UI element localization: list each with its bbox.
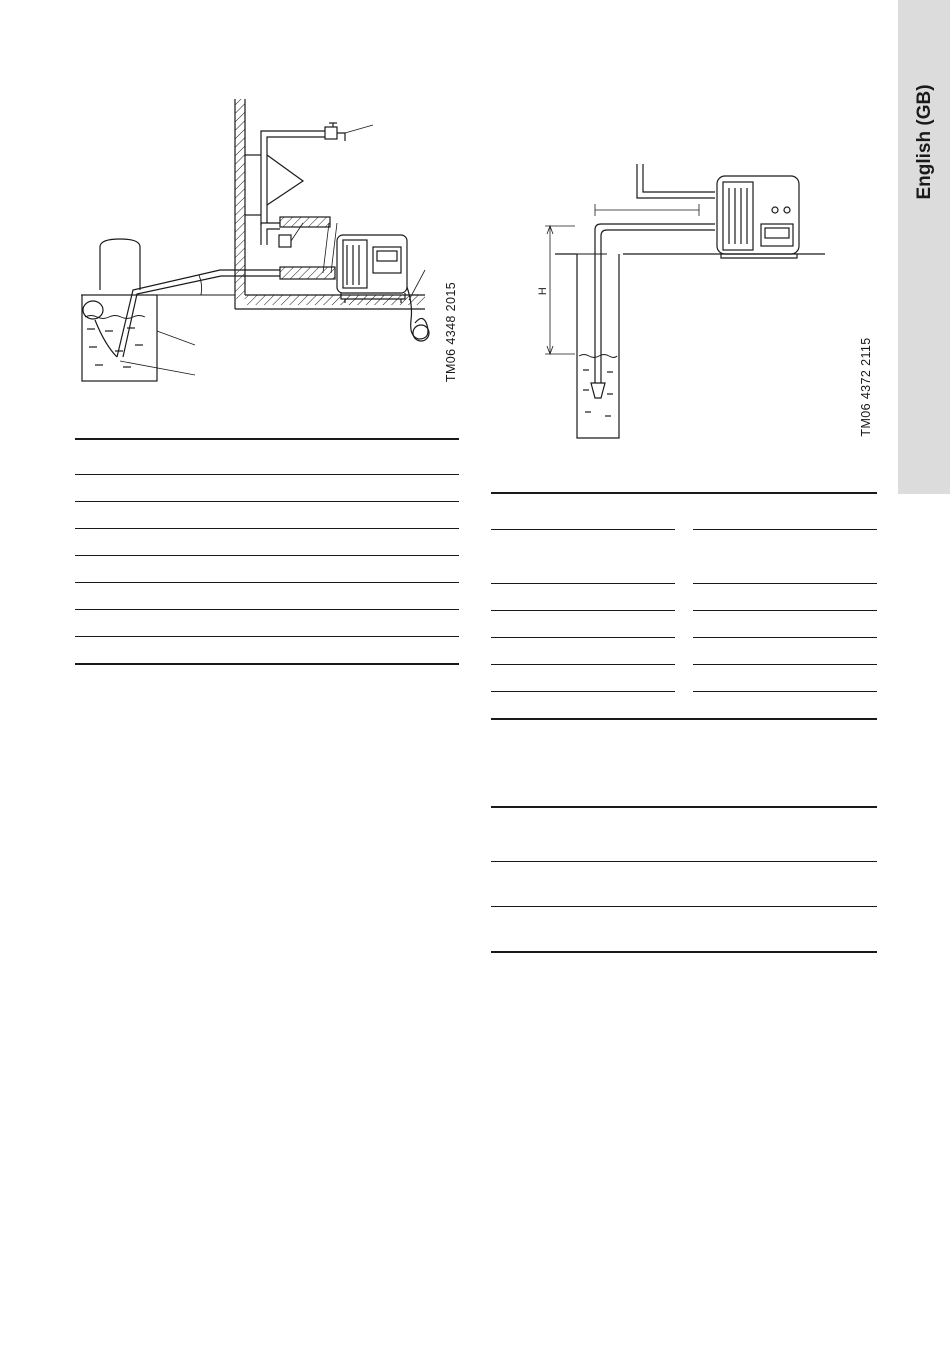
table-rule <box>491 664 675 665</box>
table-rule <box>75 609 459 610</box>
table-rule <box>75 582 459 583</box>
installation-figure-right <box>535 158 845 443</box>
table-rule <box>491 951 877 953</box>
table-rule <box>491 529 675 530</box>
table-rule <box>491 906 877 907</box>
table-rule <box>75 501 459 502</box>
table-rule <box>75 438 459 440</box>
table-rule <box>491 492 877 494</box>
table-rule <box>693 529 877 530</box>
table-rule <box>491 861 877 862</box>
table-rule <box>75 474 459 475</box>
table-rule <box>693 610 877 611</box>
table-rule <box>693 664 877 665</box>
table-rule <box>75 528 459 529</box>
table-rule <box>491 583 675 584</box>
figure-right-code: TM06 4372 2115 <box>859 337 873 437</box>
table-rule <box>491 718 877 720</box>
table-rule <box>75 636 459 637</box>
table-rule <box>75 555 459 556</box>
language-tab <box>898 0 950 494</box>
table-rule <box>693 583 877 584</box>
installation-figure-left <box>75 95 445 395</box>
table-rule <box>491 806 877 808</box>
height-label: H <box>537 286 549 296</box>
table-rule <box>491 637 675 638</box>
table-rule <box>75 663 459 665</box>
table-rule <box>491 691 675 692</box>
language-tab-label: English (GB) <box>914 84 935 200</box>
table-rule <box>693 637 877 638</box>
figure-left-code: TM06 4348 2015 <box>444 281 458 383</box>
table-rule <box>491 610 675 611</box>
table-rule <box>693 691 877 692</box>
